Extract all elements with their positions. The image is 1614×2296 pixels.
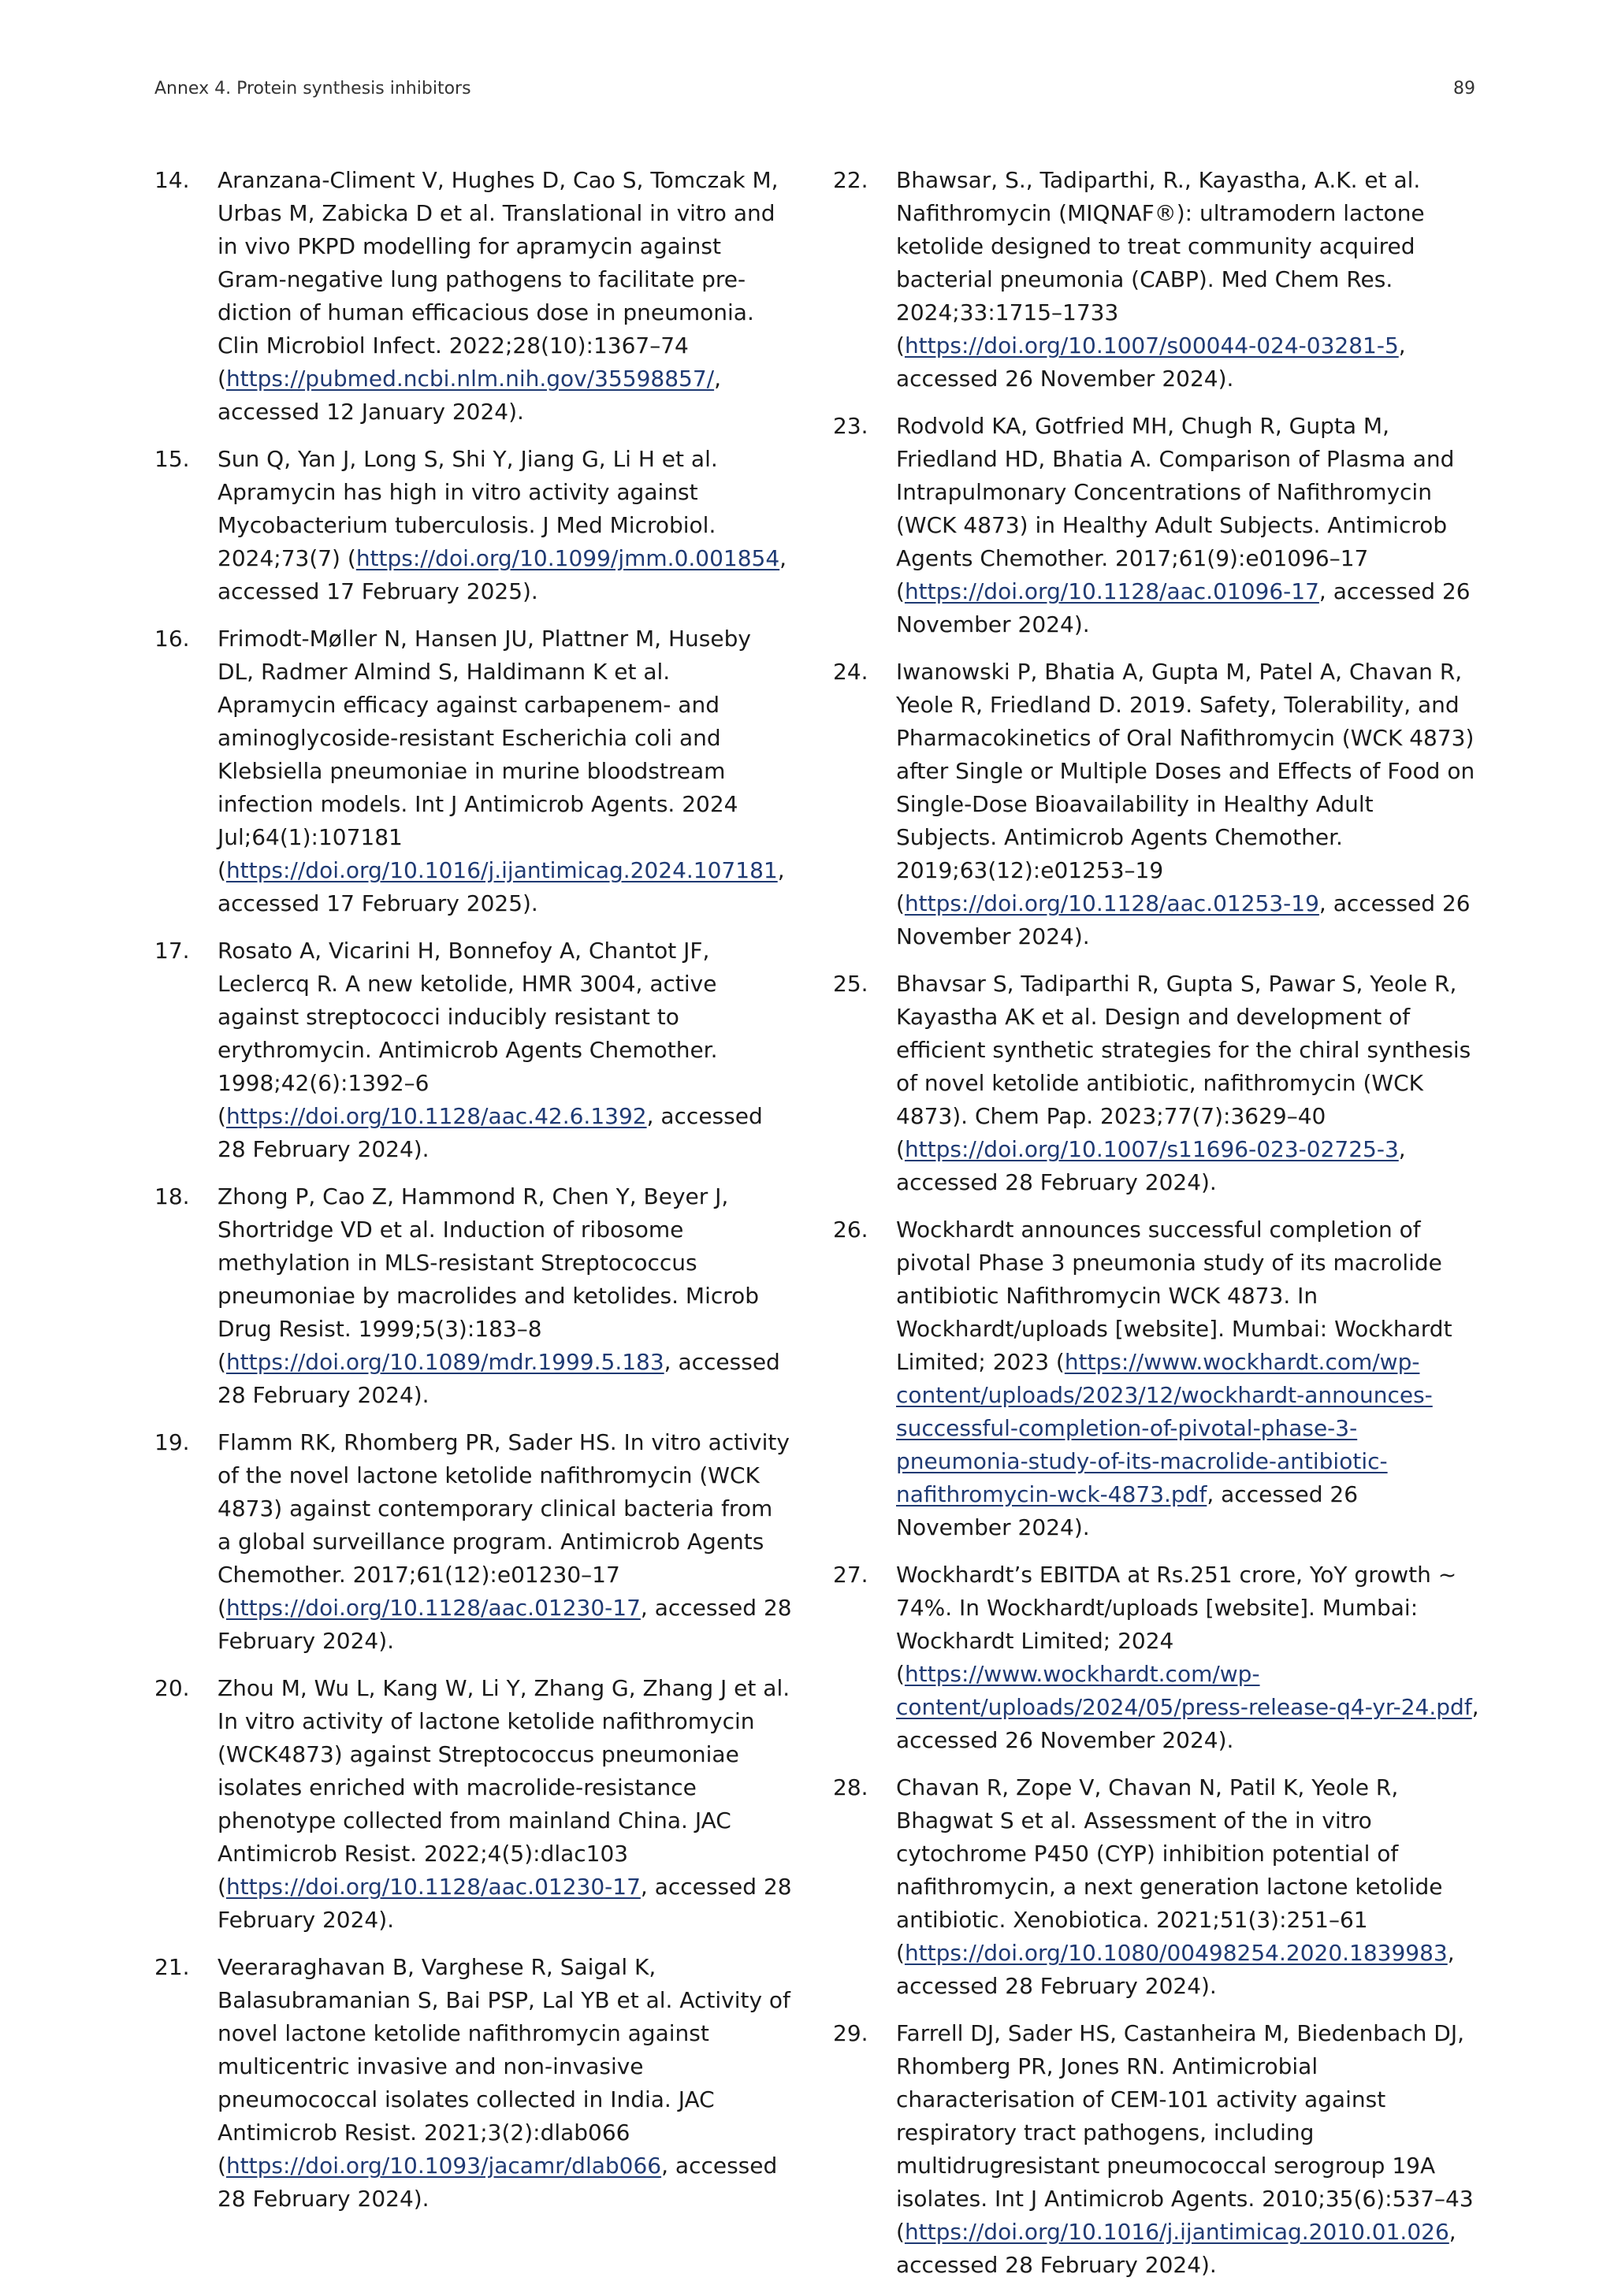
reference-item [154,164,793,429]
reference-access-date: , accessed 26 November 2024). [896,333,1406,392]
reference-access-date: , accessed 28 February 2024). [218,1874,792,1933]
reference-citation: Rosato A, Vicarini H, Bonnefoy A, Chantot JF, Leclercq R. A new ketolide, HMR 3004, active against streptococci inducibly resistant to erythromycin. Antimicrob Agents Chemother. 1998;42(6):1392–6 ( [218,938,718,1129]
reference-item [833,164,1479,396]
reference-citation: Bhawsar, S., Tadiparthi, R., Kayastha, A.K. et al. Nafithromycin (MIQNAF®): ultramodern lactone ketolide designed to treat community acquired bacterial pneumonia (CABP). Med Chem Res. 2024;33:1715–1733 ( [896,167,1425,359]
reference-number: 22. [833,167,868,193]
reference-access-date: , accessed 26 November 2024). [896,1694,1479,1753]
reference-access-date: , accessed 26 November 2024). [896,890,1471,949]
reference-item [154,1672,793,1937]
reference-link[interactable]: https://doi.org/10.1007/s11696-023-02725-3 [904,1136,1399,1162]
reference-link[interactable]: https://doi.org/10.1016/j.ijantimicag.2010.01.026 [904,2219,1449,2245]
reference-number: 26. [833,1217,868,1243]
reference-link[interactable]: https://doi.org/10.1099/jmm.0.001854 [355,545,780,571]
reference-citation: Wockhardt announces successful completion of pivotal Phase 3 pneumonia study of its macrolide antibiotic Nafithromycin WCK 4873. In Wockhardt/uploads [website]. Mumbai: Wockhardt Limited; 2023 ( [896,1217,1452,1375]
reference-access-date: , accessed 17 February 2025). [218,857,785,916]
running-header [154,79,1475,110]
reference-item [833,1559,1479,1757]
running-header-title: Annex 4. Protein synthesis inhibitors [154,79,471,98]
reference-text [896,164,1479,396]
reference-link[interactable]: https://www.wockhardt.com/wp-content/uploads/2024/05/press-release-q4-yr-24.pdf [896,1661,1472,1720]
reference-access-date: , accessed 28 February 2024). [218,2153,778,2212]
reference-citation: Chavan R, Zope V, Chavan N, Patil K, Yeole R, Bhagwat S et al. Assessment of the in vitro cytochrome P450 (CYP) inhibition potential of nafithromycin, a next generation lactone ketolide antibiotic. Xenobiotica. 2021;51(3):251–61 ( [896,1774,1443,1966]
reference-item [154,622,793,920]
reference-citation: Flamm RK, Rhomberg PR, Sader HS. In vitro activity of the novel lactone ketolide nafithromycin (WCK 4873) against contemporary clinical bacteria from a global surveillance program. Antimicrob Agents Chemother. 2017;61(12):e01230–17 ( [218,1429,790,1621]
reference-text [218,1180,793,1412]
reference-item [154,443,793,608]
reference-link[interactable]: https://doi.org/10.1128/aac.01230-17 [225,1874,641,1900]
reference-text [218,622,793,920]
reference-link[interactable]: https://doi.org/10.1016/j.ijantimicag.2024.107181 [225,857,778,883]
reference-number: 23. [833,413,868,439]
reference-item [833,1771,1479,2003]
reference-number: 14. [154,167,190,193]
reference-access-date: , accessed 26 November 2024). [896,578,1471,637]
reference-number: 17. [154,938,190,964]
reference-citation: Zhong P, Cao Z, Hammond R, Chen Y, Beyer J, Shortridge VD et al. Induction of ribosome methylation in MLS-resistant Streptococcus pneumoniae by macrolides and ketolides. Microb Drug Resist. 1999;5(3):183–8 ( [218,1183,760,1375]
reference-link[interactable]: https://pubmed.ncbi.nlm.nih.gov/35598857/ [225,366,715,392]
reference-citation: Bhavsar S, Tadiparthi R, Gupta S, Pawar S, Yeole R, Kayastha AK et al. Design and development of efficient synthetic strategies for the chiral synthesis of novel ketolide antibiotic, nafithromycin (WCK 4873). Chem Pap. 2023;77(7):3629–40 ( [896,971,1471,1162]
reference-citation: Frimodt-Møller N, Hansen JU, Plattner M, Huseby DL, Radmer Almind S, Haldimann K et al. Apramycin efficacy against carbapenem- and aminoglycoside-resistant Escherichia coli and Klebsiella pneumoniae in murine bloodstream infection models. Int J Antimicrob Agents. 2024 Jul;64(1):107181 ( [218,626,751,883]
reference-text [896,968,1479,1199]
reference-citation: Iwanowski P, Bhatia A, Gupta M, Patel A, Chavan R, Yeole R, Friedland D. 2019. Safety, Tolerability, and Pharmacokinetics of Oral Nafithromycin (WCK 4873) after Single or Multiple Doses and Effects of Food on Single-Dose Bioavailability in Healthy Adult Subjects. Antimicrob Agents Chemother. 2019;63(12):e01253–19 ( [896,659,1475,916]
reference-text [896,410,1479,641]
reference-link[interactable]: https://doi.org/10.1128/aac.01096-17 [904,578,1319,604]
reference-number: 24. [833,659,868,685]
reference-citation: Veeraraghavan B, Varghese R, Saigal K, Balasubramanian S, Bai PSP, Lal YB et al. Activity of novel lactone ketolide nafithromycin against multicentric invasive and non-invasive pneumococcal isolates collected in India. JAC Antimicrob Resist. 2021;3(2):dlab066 ( [218,1954,790,2179]
reference-citation: Sun Q, Yan J, Long S, Shi Y, Jiang G, Li H et al. Apramycin has high in vitro activity against Mycobacterium tuberculosis. J Med Microbiol. 2024;73(7) ( [218,446,718,571]
reference-text [218,1426,793,1658]
reference-text [896,1213,1479,1544]
reference-list-left [154,164,793,2216]
reference-text [218,164,793,429]
reference-item [833,1213,1479,1544]
reference-text [218,1951,793,2216]
reference-number: 28. [833,1774,868,1800]
reference-item [154,934,793,1166]
page-number: 89 [1453,79,1475,98]
reference-access-date: , accessed 28 February 2024). [218,1595,792,1654]
reference-number: 20. [154,1675,190,1701]
reference-link[interactable]: https://www.wockhardt.com/wp-content/uploads/2023/12/wockhardt-announces-successful-completion-of-pivotal-phase-3-pneumonia-study-of-its-macrolide-antibiotic-nafithromycin-wck-4873.pdf [896,1349,1433,1507]
reference-link[interactable]: https://doi.org/10.1007/s00044-024-03281-5 [904,333,1399,359]
reference-text [896,2017,1479,2282]
reference-access-date: , accessed 28 February 2024). [218,1349,780,1408]
reference-text [896,1559,1479,1757]
reference-access-date: , accessed 28 February 2024). [218,1103,763,1162]
reference-citation: Rodvold KA, Gotfried MH, Chugh R, Gupta M, Friedland HD, Bhatia A. Comparison of Plasma and Intrapulmonary Concentrations of Nafithromycin (WCK 4873) in Healthy Adult Subjects. Antimicrob Agents Chemother. 2017;61(9):e01096–17 ( [896,413,1455,604]
reference-citation: Farrell DJ, Sader HS, Castanheira M, Biedenbach DJ, Rhomberg PR, Jones RN. Antimicrobial characterisation of CEM-101 activity against respiratory tract pathogens, including multidrugresistant pneumococcal serogroup 19A isolates. Int J Antimicrob Agents. 2010;35(6):537–43 ( [896,2020,1474,2245]
reference-link[interactable]: https://doi.org/10.1080/00498254.2020.1839983 [904,1940,1448,1966]
reference-number: 16. [154,626,190,652]
reference-text [218,934,793,1166]
reference-item [154,1951,793,2216]
reference-item [154,1180,793,1412]
reference-access-date: , accessed 26 November 2024). [896,1481,1359,1540]
reference-link[interactable]: https://doi.org/10.1093/jacamr/dlab066 [225,2153,662,2179]
reference-text [896,1771,1479,2003]
reference-access-date: , accessed 17 February 2025). [218,545,787,604]
reference-link[interactable]: https://doi.org/10.1128/aac.42.6.1392 [225,1103,647,1129]
reference-number: 15. [154,446,190,472]
reference-access-date: , accessed 28 February 2024). [896,2219,1456,2278]
reference-number: 27. [833,1562,868,1588]
reference-number: 29. [833,2020,868,2046]
reference-access-date: , accessed 28 February 2024). [896,1940,1455,1999]
reference-number: 19. [154,1429,190,1455]
reference-item [833,968,1479,1199]
reference-column-right [833,164,1479,2296]
reference-column-left [154,164,793,2230]
reference-access-date: , accessed 12 January 2024). [218,366,722,425]
reference-list-right [833,164,1479,2282]
reference-citation: Aranzana-Climent V, Hughes D, Cao S, Tomczak M, Urbas M, Zabicka D et al. Translational in vitro and in vivo PKPD modelling for apramycin against Gram-negative lung pathogens to facilitate pre-diction of human efficacious dose in pneumonia. Clin Microbiol Infect. 2022;28(10):1367–74 ( [218,167,779,392]
reference-item [833,656,1479,953]
reference-link[interactable]: https://doi.org/10.1089/mdr.1999.5.183 [225,1349,664,1375]
reference-citation: Zhou M, Wu L, Kang W, Li Y, Zhang G, Zhang J et al. In vitro activity of lactone ketolide nafithromycin (WCK4873) against Streptococcus pneumoniae isolates enriched with macrolide-resistance phenotype collected from mainland China. JAC Antimicrob Resist. 2022;4(5):dlac103 ( [218,1675,790,1900]
reference-access-date: , accessed 28 February 2024). [896,1136,1406,1195]
reference-item [154,1426,793,1658]
reference-link[interactable]: https://doi.org/10.1128/aac.01230-17 [225,1595,641,1621]
reference-link[interactable]: https://doi.org/10.1128/aac.01253-19 [904,890,1319,916]
reference-number: 21. [154,1954,190,1980]
reference-item [833,410,1479,641]
reference-text [218,1672,793,1937]
reference-item [833,2017,1479,2282]
reference-text [896,656,1479,953]
reference-citation: Wockhardt’s EBITDA at Rs.251 crore, YoY growth ~ 74%. In Wockhardt/uploads [website]. Mumbai: Wockhardt Limited; 2024 ( [896,1562,1457,1687]
reference-text [218,443,793,608]
reference-number: 18. [154,1183,190,1209]
reference-number: 25. [833,971,868,997]
